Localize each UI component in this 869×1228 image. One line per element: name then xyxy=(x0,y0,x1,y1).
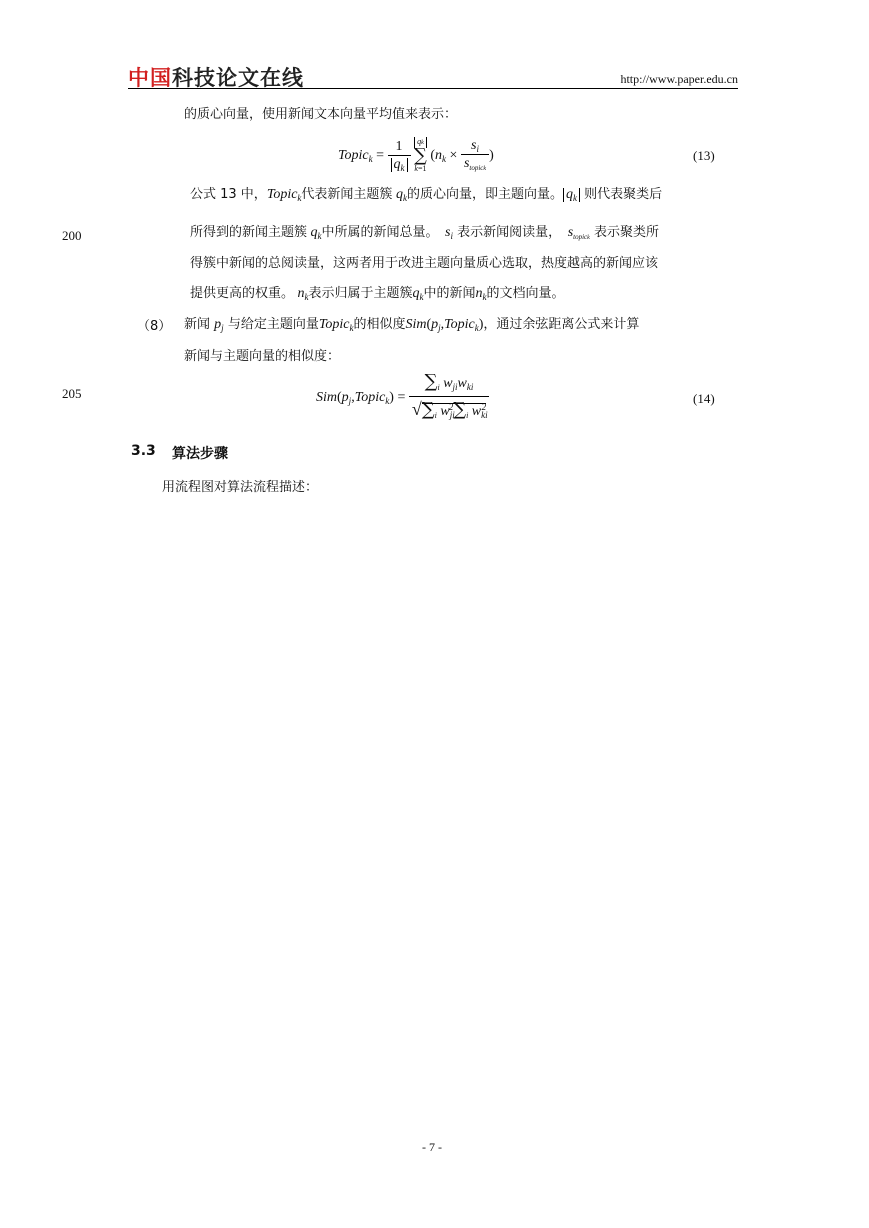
item-8-line-2: 新闻与主题向量的相似度： xyxy=(184,349,341,364)
equation-14: $Sim(p_j,Topic_k)$ = $\frac{\sum_i w_{ji}w_{ki}}{√\sum_i w_{ji}^2\sum_i w_{ki}^2}$ xyxy=(316,370,489,426)
section-number: 3.3 xyxy=(131,443,156,459)
section-title: 算法步骤 xyxy=(172,446,228,462)
paragraph-line-2: 所得到的新闻主题簇 $q_k$中所属的新闻总量。 $s_i$ 表示新闻阅读量， $s_{topick}$ 表示聚类所 xyxy=(190,225,659,241)
equation-14-number: (14) xyxy=(693,391,715,406)
item-8-label: （8） xyxy=(137,319,172,334)
line-number-205: 205 xyxy=(62,386,82,401)
header-rule xyxy=(128,88,738,89)
line-number-200: 200 xyxy=(62,228,82,243)
intro-line: 的质心向量，使用新闻文本向量平均值来表示： xyxy=(184,107,458,122)
paragraph-line-3: 得簇中新闻的总阅读量，这两者用于改进主题向量质心选取，热度越高的新闻应该 xyxy=(190,256,659,271)
page-number: - 7 - xyxy=(422,1140,442,1154)
paragraph-line-4: 提供更高的权重。 $n_k$表示归属于主题簇$q_k$中的新闻$n_k$的文档向量。 xyxy=(190,286,565,302)
equation-13-number: (13) xyxy=(693,148,715,163)
header-url[interactable]: http://www.paper.edu.cn xyxy=(620,72,738,86)
equation-13: Topic$_k$ = $\frac{1}{q_k}$ qk ∑ k=1 ($n_k$ × $\frac{s_i}{s_{topick}}$ ) xyxy=(338,137,494,174)
item-8-line-1: 新闻 $p_j$ 与给定主题向量Topic$_k$的相似度$Sim(p_j,Topic_k)$，通过余弦距离公式来计算 xyxy=(184,317,640,333)
logo-dark-text: 科技论文在线 xyxy=(172,66,304,90)
logo-red-text: 中国 xyxy=(128,66,172,90)
paragraph-line-1: 公式 13 中，Topic$_k$代表新闻主题簇 $q_k$的质心向量，即主题向量。 $q_k$ 则代表聚类后 xyxy=(190,187,663,203)
final-line: 用流程图对算法流程描述： xyxy=(162,480,319,495)
